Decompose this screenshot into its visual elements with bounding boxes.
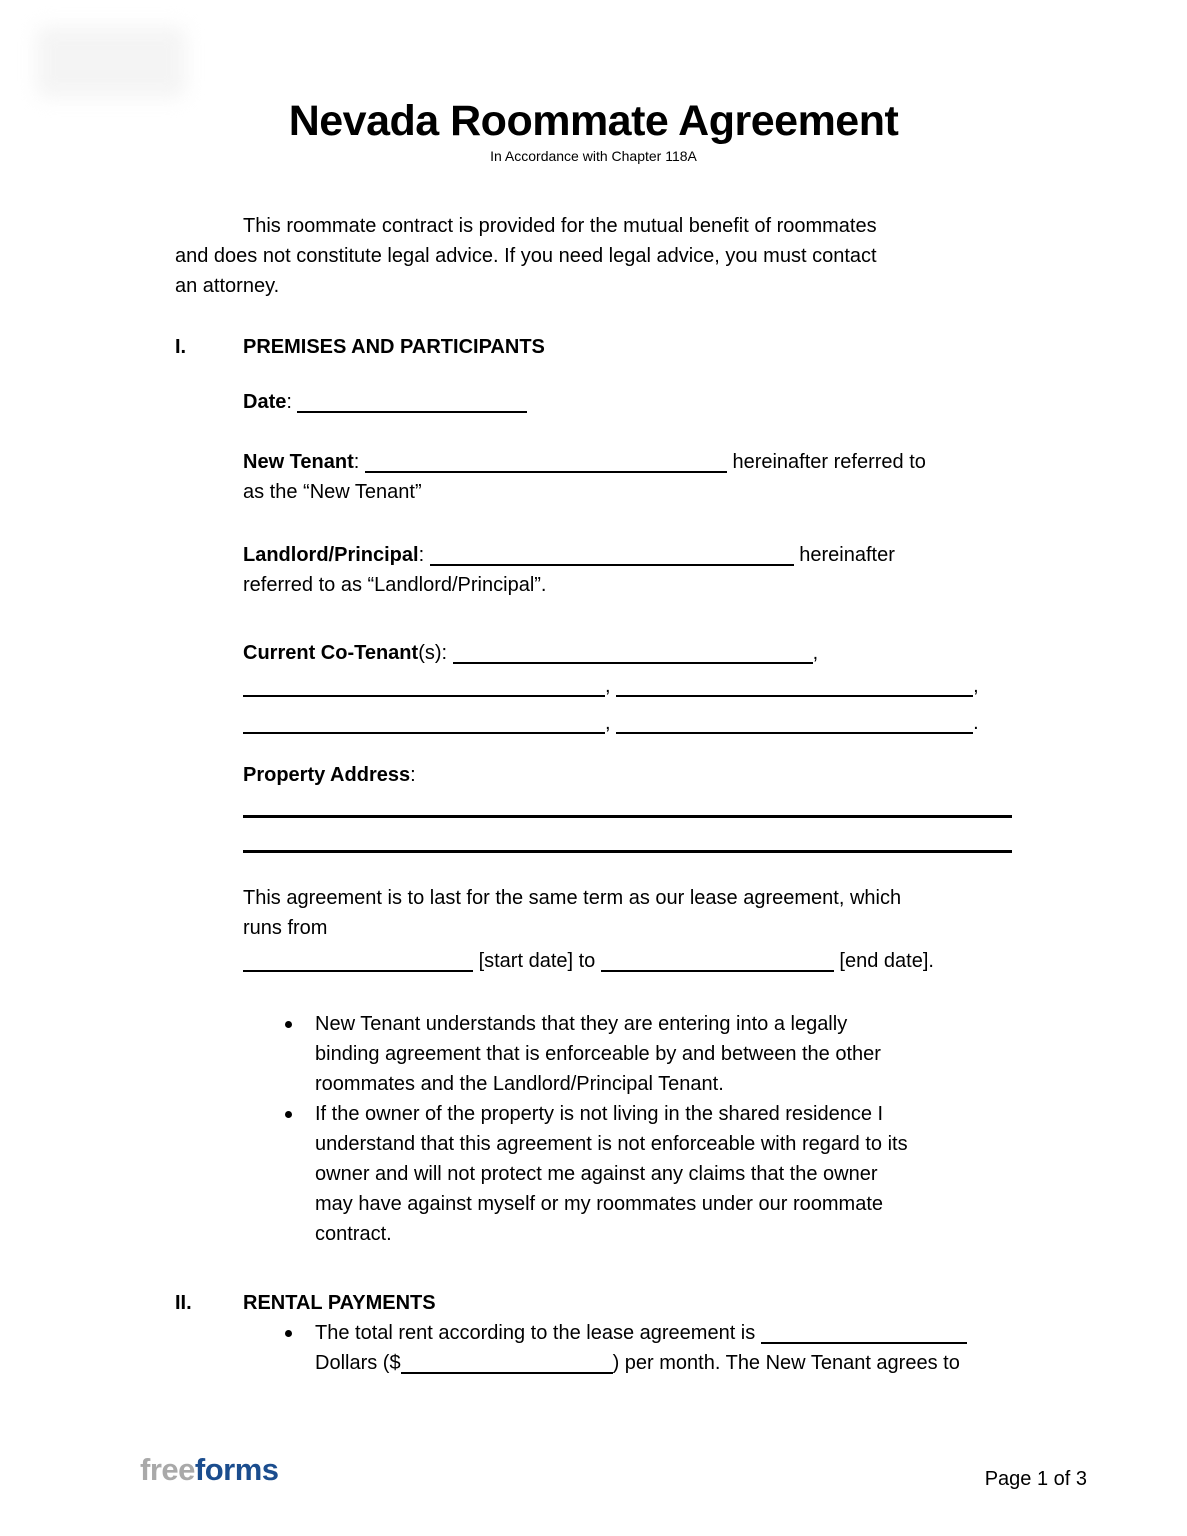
end-date-blank [601, 952, 834, 972]
new-tenant-line-1 [243, 447, 1033, 477]
logo-text-free: free [140, 1452, 195, 1487]
bullet-line: New Tenant understands that they are entering into a legally [315, 1013, 848, 1035]
term-paragraph [243, 883, 1033, 979]
cotenant-blank-2 [243, 677, 605, 697]
section-2-title: RENTAL PAYMENTS [243, 1292, 436, 1314]
rent-dollars-pre: Dollars ($ [315, 1352, 401, 1374]
scan-smudge [36, 26, 186, 98]
term-dates-row [243, 943, 1033, 979]
bullet-line: contract. [315, 1223, 392, 1245]
landlord-line-1 [243, 540, 1033, 570]
cotenant-comma: , [605, 712, 611, 734]
section-2-numeral: II. [175, 1292, 192, 1314]
term-line-1: This agreement is to last for the same term as our lease agreement, which [243, 887, 902, 909]
section-1-heading [175, 332, 1187, 362]
end-date-label: [end date]. [839, 950, 934, 972]
rent-dollars-post: ) per month. The New Tenant agrees to [612, 1352, 960, 1374]
bullet-line: binding agreement that is enforceable by and between the other [315, 1043, 881, 1065]
cotenant-blank-3 [616, 677, 973, 697]
intro-line: an attorney. [175, 275, 280, 297]
cotenant-label-suffix: (s): [418, 642, 448, 664]
page-number: Page 1 of 3 [984, 1468, 1087, 1490]
cotenant-blank-row [243, 705, 1033, 742]
new-tenant-after-text: hereinafter referred to [732, 451, 926, 473]
landlord-blank [430, 546, 794, 566]
rent-line-1 [315, 1318, 1033, 1348]
bullet-line: roommates and the Landlord/Principal Tenant. [315, 1073, 724, 1095]
intro-paragraph [175, 211, 1035, 301]
date-label: Date [243, 391, 287, 413]
landlord-line-2: referred to as “Landlord/Principal”. [243, 574, 547, 596]
property-address-label: Property Address [243, 764, 411, 786]
bullet-line: may have against myself or my roommates under our roommate [315, 1193, 883, 1215]
date-field-row [243, 387, 1033, 417]
page-title: Nevada Roommate Agreement [288, 97, 899, 145]
cotenant-blank-4 [243, 714, 605, 734]
cotenant-comma: , [812, 642, 819, 664]
rent-amount-words-blank [761, 1324, 967, 1344]
cotenant-comma: , [973, 675, 979, 697]
section-1-title: PREMISES AND PARTICIPANTS [243, 336, 545, 358]
intro-line: and does not constitute legal advice. If you need legal advice, you must contact [175, 245, 877, 267]
cotenant-comma: , [605, 675, 611, 697]
start-date-label: [start date] to [478, 950, 596, 972]
date-colon: : [286, 391, 292, 413]
page-subtitle: In Accordance with Chapter 118A [490, 148, 697, 164]
intro-line: This roommate contract is provided for the mutual benefit of roommates [243, 215, 877, 237]
property-address-blank-2 [243, 850, 1012, 853]
property-address-blank-1 [243, 815, 1012, 818]
new-tenant-field-row [243, 447, 1033, 507]
section-2-heading [175, 1288, 1187, 1318]
new-tenant-colon: : [353, 451, 360, 473]
property-address-label-row [243, 760, 1033, 790]
section-1-bullet-list [243, 1009, 1033, 1249]
cotenant-label: Current Co-Tenant [243, 642, 419, 664]
bullet-item [243, 1318, 1033, 1378]
bullet-line: understand that this agreement is not enforceable with regard to its [315, 1133, 908, 1155]
rent-amount-number-blank [401, 1354, 613, 1374]
landlord-after-text: hereinafter [799, 544, 895, 566]
landlord-label: Landlord/Principal [243, 544, 419, 566]
cotenant-period: . [973, 712, 979, 734]
freeforms-logo [140, 1452, 279, 1488]
cotenant-blank-1 [453, 644, 813, 664]
landlord-colon: : [418, 544, 425, 566]
cotenant-label-line [243, 638, 1033, 668]
date-blank [297, 393, 527, 413]
start-date-blank [243, 952, 473, 972]
section-2-bullet-list [243, 1318, 1033, 1378]
cotenant-blank-row [243, 668, 1033, 705]
bullet-line: owner and will not protect me against any claims that the owner [315, 1163, 878, 1185]
rent-text: The total rent according to the lease agreement is [315, 1322, 756, 1344]
logo-text-forms: forms [194, 1452, 279, 1487]
rent-line-2 [315, 1348, 1033, 1378]
bullet-item [243, 1099, 1033, 1249]
landlord-field-row [243, 540, 1033, 600]
new-tenant-line-2: as the “New Tenant” [243, 481, 422, 503]
section-1-numeral: I. [175, 336, 187, 358]
cotenant-blank-5 [616, 714, 973, 734]
new-tenant-blank [365, 453, 727, 473]
property-address-colon: : [410, 764, 416, 786]
new-tenant-label: New Tenant [243, 451, 354, 473]
cotenant-field-row [243, 638, 1033, 742]
bullet-line: If the owner of the property is not living in the shared residence I [315, 1103, 884, 1125]
bullet-item [243, 1009, 1033, 1099]
term-line-2: runs from [243, 917, 328, 939]
